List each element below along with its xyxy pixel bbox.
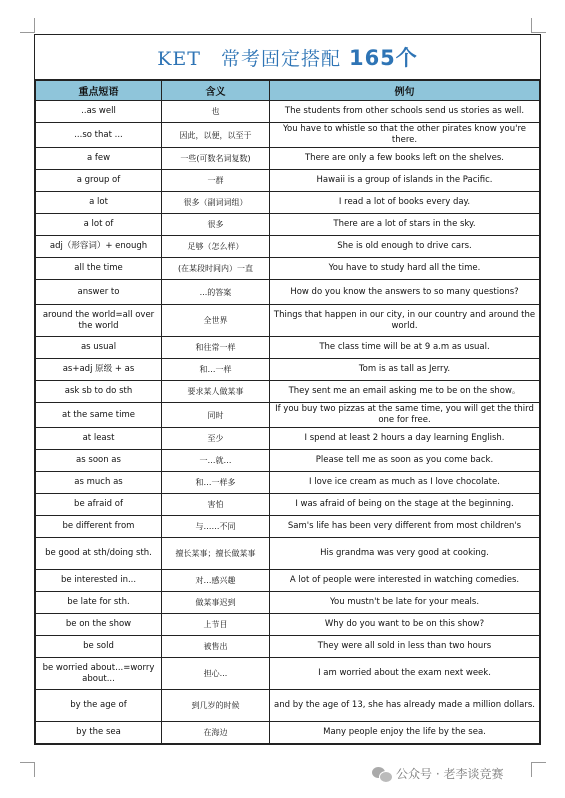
phrase-cell: be on the show [36,614,162,636]
table-row [36,494,540,516]
phrase-cell: be afraid of [36,494,162,516]
table-row [36,192,540,214]
header-meaning: 含义 [162,81,270,101]
phrase-cell: be good at sth/doing sth. [36,538,162,570]
example-cell: You have to study hard all the time. [270,258,540,280]
phrase-cell: be worried about...=worry about... [36,658,162,690]
example-cell: They sent me an email asking me to be on the show。 [270,381,540,403]
table-row [36,690,540,722]
meaning-cell: 上节目 [162,614,270,636]
example-cell: You have to whistle so that the other pirates know you're there. [270,123,540,148]
meaning-cell: 很多 [162,214,270,236]
page-corner-mark [20,762,35,777]
meaning-cell: 和往常一样 [162,337,270,359]
wechat-icon [372,766,392,782]
phrase-cell: a lot of [36,214,162,236]
phrase-table [35,80,540,744]
example-cell: Sam's life has been very different from most children's [270,516,540,538]
phrase-cell: a few [36,148,162,170]
phrase-cell: as usual [36,337,162,359]
table-header-row [36,81,540,101]
phrase-cell: as much as [36,472,162,494]
page-corner-mark [20,18,35,33]
phrase-cell: ...so that ... [36,123,162,148]
example-cell: Why do you want to be on this show? [270,614,540,636]
meaning-cell: 擅长某事；擅长做某事 [162,538,270,570]
phrase-cell: answer to [36,280,162,305]
phrase-cell: a lot [36,192,162,214]
meaning-cell: ...的答案 [162,280,270,305]
table-row [36,359,540,381]
table-row [36,538,540,570]
page-title [35,35,540,80]
example-cell: The students from other schools send us stories as well. [270,101,540,123]
table-row [36,170,540,192]
phrase-cell: a group of [36,170,162,192]
phrase-cell: around the world=all over the world [36,305,162,337]
table-row [36,450,540,472]
meaning-cell: 因此，以便，以至于 [162,123,270,148]
table-row [36,148,540,170]
meaning-cell: 至少 [162,428,270,450]
meaning-cell: 害怕 [162,494,270,516]
document-sheet [34,34,541,745]
table-row [36,403,540,428]
phrase-cell: by the age of [36,690,162,722]
meaning-cell: 全世界 [162,305,270,337]
meaning-cell: 很多（副词词组） [162,192,270,214]
phrase-cell: adj（形容词）+ enough [36,236,162,258]
phrase-cell: at least [36,428,162,450]
table-row [36,236,540,258]
example-cell: and by the age of 13, she has already made a million dollars. [270,690,540,722]
phrase-cell: be interested in... [36,570,162,592]
table-row [36,123,540,148]
wechat-watermark [372,765,503,782]
table-row [36,614,540,636]
table-row [36,280,540,305]
example-cell: A lot of people were interested in watching comedies. [270,570,540,592]
phrase-cell: be late for sth. [36,592,162,614]
phrase-cell: be sold [36,636,162,658]
phrase-cell: at the same time [36,403,162,428]
meaning-cell: 一些(可数名词复数) [162,148,270,170]
phrase-cell: all the time [36,258,162,280]
meaning-cell: 在海边 [162,722,270,744]
meaning-cell: 做某事迟到 [162,592,270,614]
meaning-cell: 同时 [162,403,270,428]
example-cell: Please tell me as soon as you come back. [270,450,540,472]
example-cell: I spend at least 2 hours a day learning English. [270,428,540,450]
meaning-cell: 和…一样多 [162,472,270,494]
meaning-cell: 被售出 [162,636,270,658]
meaning-cell: 要求某人做某事 [162,381,270,403]
phrase-cell: as soon as [36,450,162,472]
example-cell: Tom is as tall as Jerry. [270,359,540,381]
example-cell: I read a lot of books every day. [270,192,540,214]
title-count: 165个 [348,46,418,70]
table-row [36,636,540,658]
phrase-cell: by the sea [36,722,162,744]
table-row [36,658,540,690]
example-cell: There are a lot of stars in the sky. [270,214,540,236]
phrase-cell: be different from [36,516,162,538]
phrase-cell: as+adj 原级 + as [36,359,162,381]
page-corner-mark [531,762,546,777]
meaning-cell: 担心... [162,658,270,690]
meaning-cell: 到几岁的时候 [162,690,270,722]
example-cell: They were all sold in less than two hours [270,636,540,658]
example-cell: How do you know the answers to so many questions? [270,280,540,305]
example-cell: His grandma was very good at cooking. [270,538,540,570]
example-cell: Hawaii is a group of islands in the Pacific. [270,170,540,192]
meaning-cell: (在某段时间内）一直 [162,258,270,280]
table-row [36,472,540,494]
example-cell: Things that happen in our city, in our country and around the world. [270,305,540,337]
example-cell: The class time will be at 9 a.m as usual. [270,337,540,359]
table-row [36,101,540,123]
table-row [36,722,540,744]
example-cell: She is old enough to drive cars. [270,236,540,258]
example-cell: I am worried about the exam next week. [270,658,540,690]
table-row [36,381,540,403]
example-cell: I was afraid of being on the stage at the beginning. [270,494,540,516]
table-row [36,305,540,337]
meaning-cell: 足够（怎么样） [162,236,270,258]
phrase-cell: ..as well [36,101,162,123]
example-cell: There are only a few books left on the shelves. [270,148,540,170]
table-row [36,214,540,236]
table-row [36,337,540,359]
table-row [36,258,540,280]
meaning-cell: 和…一样 [162,359,270,381]
phrase-cell: ask sb to do sth [36,381,162,403]
example-cell: I love ice cream as much as I love chocolate. [270,472,540,494]
table-row [36,516,540,538]
title-text: KET 常考固定搭配 [157,47,341,70]
table-row [36,592,540,614]
meaning-cell: 也 [162,101,270,123]
watermark-text: 公众号 · 老李谈竞赛 [396,767,504,781]
header-phrase: 重点短语 [36,81,162,101]
page-corner-mark [531,18,546,33]
meaning-cell: 与……不同 [162,516,270,538]
meaning-cell: 一…就… [162,450,270,472]
meaning-cell: 一群 [162,170,270,192]
example-cell: If you buy two pizzas at the same time, you will get the third one for free. [270,403,540,428]
example-cell: You mustn't be late for your meals. [270,592,540,614]
table-row [36,570,540,592]
table-row [36,428,540,450]
header-example: 例句 [270,81,540,101]
meaning-cell: 对…感兴趣 [162,570,270,592]
example-cell: Many people enjoy the life by the sea. [270,722,540,744]
